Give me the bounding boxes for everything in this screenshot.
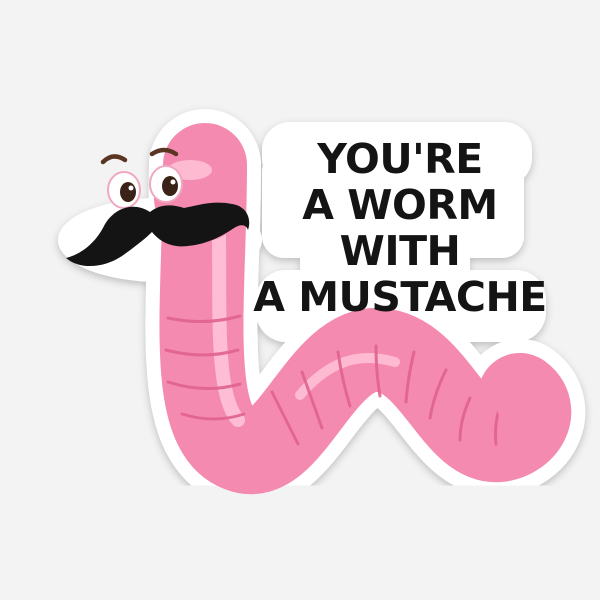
caption-line-1: YOU'RE: [317, 135, 483, 183]
caption-line-4: A MUSTACHE: [253, 273, 547, 321]
caption-line-3: WITH: [339, 227, 461, 275]
sticker-caption: [250, 136, 550, 320]
caption-line-2: A WORM: [302, 181, 498, 229]
